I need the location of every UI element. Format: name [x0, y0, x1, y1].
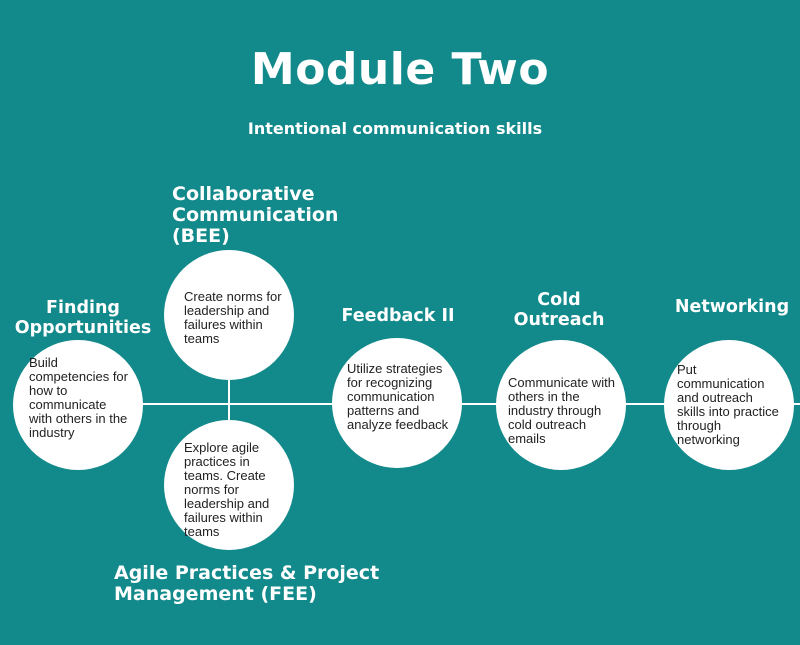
node-title-line: Opportunities [14, 318, 152, 338]
node-title-line: Management (FEE) [114, 583, 317, 605]
node-description: Build competencies for how to communicate with others in the industry [29, 355, 128, 440]
node-title-line: Communication [172, 204, 339, 226]
node-description: Explore agile practices in teams. Create norms for leadership and failures within teams [184, 440, 270, 539]
node-circle-collaborative-communication[interactable] [164, 250, 294, 380]
module-title: Module Two [250, 44, 550, 95]
node-title-finding-opportunities [14, 298, 152, 338]
node-title-agile-practices [114, 563, 394, 605]
node-title-line: Agile Practices & Project [114, 562, 380, 584]
node-title-cold-outreach [494, 290, 624, 330]
module-subtitle: Intentional communication skills [247, 119, 543, 138]
node-circle-networking[interactable] [664, 340, 794, 470]
node-title-line: (BEE) [172, 225, 230, 247]
node-title-line: Feedback II [341, 306, 455, 326]
node-title-line: Collaborative [172, 183, 315, 205]
node-title-line: Cold [537, 290, 581, 310]
node-title-line: Networking [674, 297, 790, 317]
node-description: Create norms for leadership and failures within teams [184, 289, 282, 346]
node-title-feedback-ii [330, 306, 466, 326]
node-circle-feedback-ii[interactable] [332, 338, 462, 468]
node-circle-finding-opportunities[interactable] [13, 340, 143, 470]
node-description: Put communication and outreach skills into practice through networking [677, 362, 779, 447]
node-description: Communicate with others in the industry through cold outreach emails [508, 375, 615, 446]
node-circle-agile-practices[interactable] [164, 420, 294, 550]
node-circle-cold-outreach[interactable] [496, 340, 626, 470]
node-title-networking [664, 297, 800, 317]
node-title-line: Finding [46, 298, 120, 318]
node-title-line: Outreach [513, 310, 605, 330]
node-description: Utilize strategies for recognizing communication patterns and analyze feedback [347, 361, 449, 432]
node-title-collaborative-communication [172, 184, 372, 247]
